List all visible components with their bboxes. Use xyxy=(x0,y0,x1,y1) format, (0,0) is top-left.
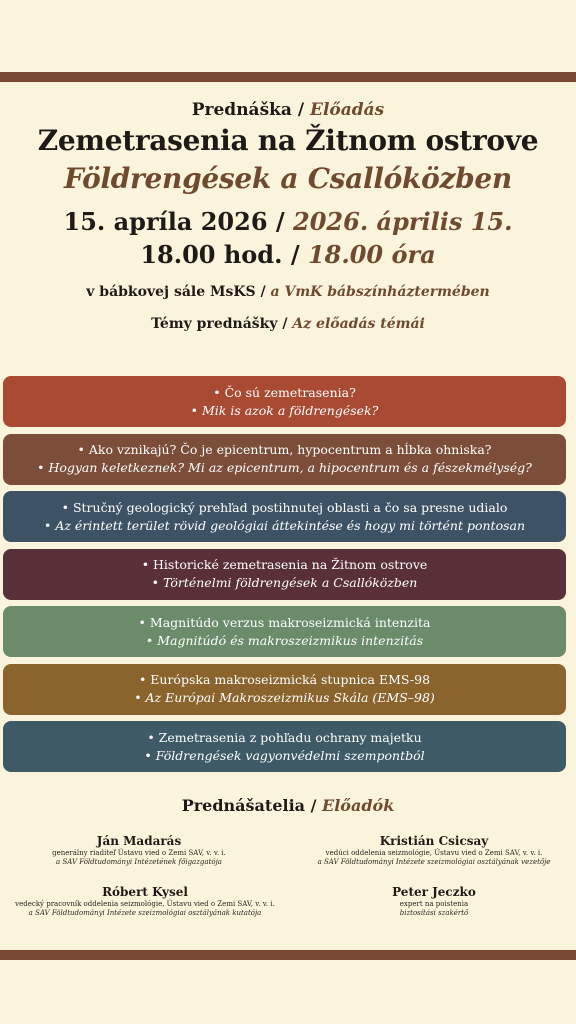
topics-heading: Témy prednášky / Az előadás témái xyxy=(151,316,425,332)
speaker-card: Ján Madarás generálny riaditeľ Ústavu vied o Zemi SAV, v. v. i. a SAV Földtudományi Intézetének főigazgatója xyxy=(52,834,226,866)
topic-list xyxy=(3,376,566,779)
speakers-heading: Prednášatelia / Előadók xyxy=(181,796,395,815)
event-subtitle: Földrengések a Csallóközben xyxy=(64,162,512,195)
topic-box: • Stručný geologický prehľad postihnutej oblasti a čo sa presne udialo • Az érintett terület rövid geológiai áttekintése és hogy mi történt pontosan xyxy=(3,491,566,542)
speaker-card: Róbert Kysel vedecký pracovník oddelenia seizmológie, Ústavu vied o Zemi SAV, v. v. i. a SAV Földtudományi Intézete szeizmológiai osztályának kutatója xyxy=(15,885,275,917)
topic-box: • Čo sú zemetrasenia? • Mik is azok a földrengések? xyxy=(3,376,566,427)
bottom-divider xyxy=(0,950,576,960)
topic-box: • Historické zemetrasenia na Žitnom ostrove • Történelmi földrengések a Csallóközben xyxy=(3,549,566,600)
event-header xyxy=(0,98,576,334)
event-title: Zemetrasenia na Žitnom ostrove xyxy=(37,124,539,157)
topic-box: • Európska makroseizmická stupnica EMS-98 • Az Európai Makroszeizmikus Skála (EMS–98) xyxy=(3,664,566,715)
event-time: 18.00 hod. / 18.00 óra xyxy=(140,240,436,269)
topic-box: • Magnitúdo verzus makroseizmická intenzita • Magnitúdó és makroszeizmikus intenzitás xyxy=(3,606,566,657)
top-divider xyxy=(0,72,576,82)
event-date: 15. apríla 2026 / 2026. április 15. xyxy=(63,207,513,236)
event-venue: v bábkovej sále MsKS / a VmK bábszínháztermében xyxy=(86,284,490,300)
speaker-card: Kristián Csicsay vedúci oddelenia seizmológie, Ústavu vied o Zemi SAV, v. v. i. a SAV Földtudományi Intézete szeizmológiai osztályának vezetője xyxy=(317,834,551,866)
topic-box: • Ako vznikajú? Čo je epicentrum, hypocentrum a hĺbka ohniska? • Hogyan keletkeznek? Mi az epicentrum, a hipocentrum és a fészekmélység? xyxy=(3,434,566,485)
speaker-card: Peter Jeczko expert na poistenia biztosítási szakértő xyxy=(392,885,476,917)
topic-box: • Zemetrasenia z pohľadu ochrany majetku • Földrengések vagyonvédelmi szempontból xyxy=(3,721,566,772)
event-kind: Prednáška / Előadás xyxy=(191,100,385,120)
